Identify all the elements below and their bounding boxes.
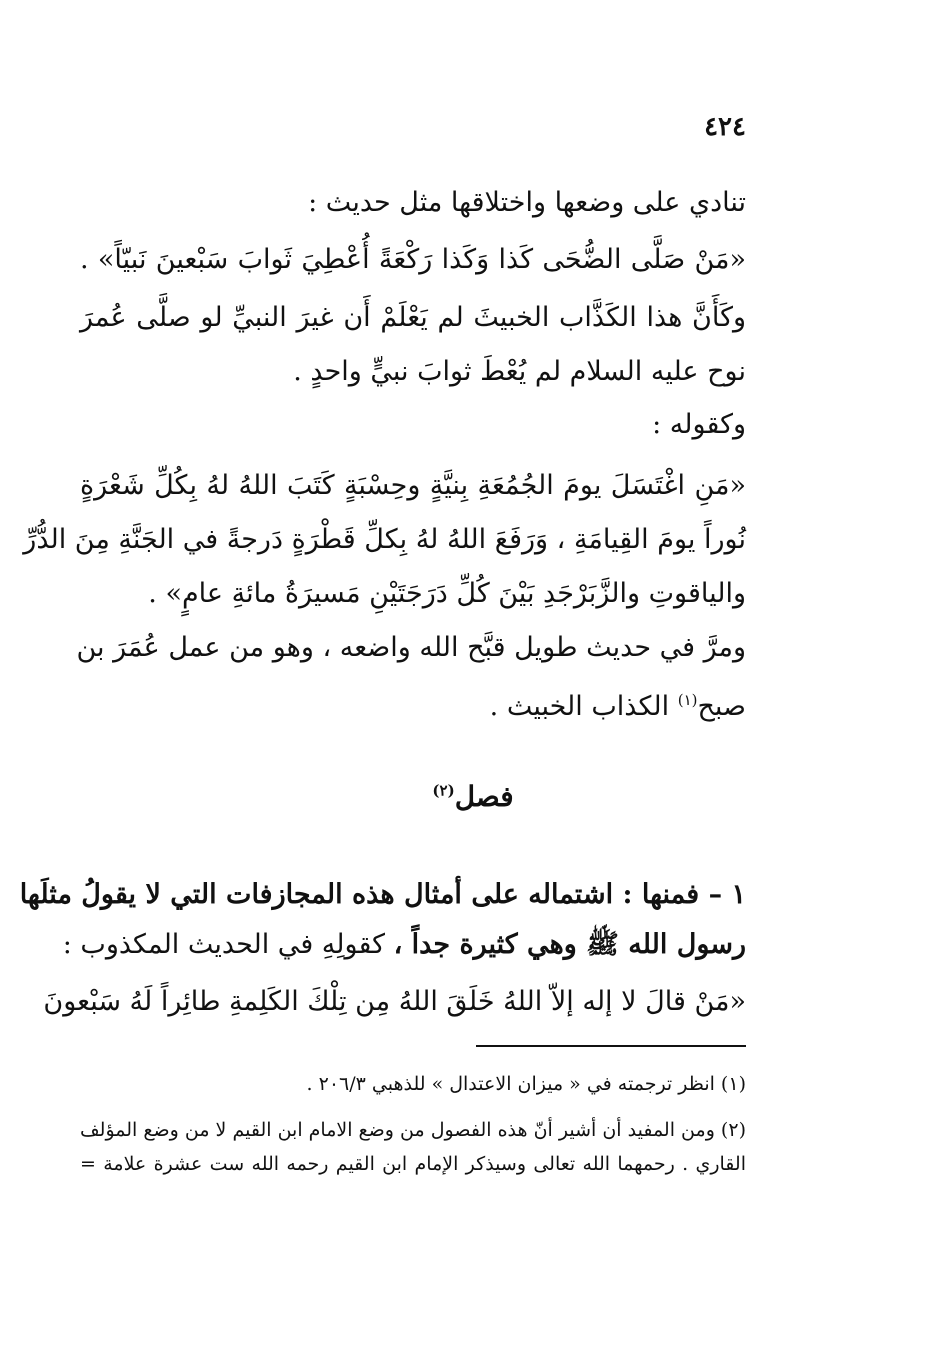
hadith-quote-line: «مَنْ صَلَّى الضُّحَى كَذا وَكَذا رَكْعَةً أُعْطِيَ ثَوابَ سَبْعينَ نَبيّاً» .: [80, 244, 746, 275]
hadith-quote-line: نُوراً يومَ القِيامَةِ ، وَرَفَعَ اللهُ لهُ بِكلِّ قَطْرَةٍ دَرجةً في الجَنَّةِ مِنَ الدُّرِّ: [23, 524, 746, 555]
section-title: فصل: [454, 780, 514, 813]
body-line: ومرَّ في حديث طويل قبَّح الله واضعه ، وهو من عمل عُمَرَ بن: [76, 632, 746, 663]
footnote-divider: [476, 1045, 746, 1047]
item-heading-line: ١ – فمنها : اشتماله على أمثال هذه المجازفات التي لا يقولُ مثلَها: [19, 879, 746, 910]
section-heading: [0, 780, 946, 813]
item-line: [63, 925, 746, 965]
hadith-quote-line: «مَنِ اغْتَسَلَ يومَ الجُمُعَةِ بِنيَّةٍ وحِسْبَةٍ كَتَبَ اللهُ لهُ بِكُلِّ شَعْرَةٍ: [80, 470, 746, 501]
page-number: ٤٢٤: [704, 112, 746, 142]
footnote-1: (١) انظر ترجمته في « ميزان الاعتدال » للذهبي ٢٠٦/٣ .: [306, 1073, 746, 1095]
body-text: الكذاب الخبيث .: [489, 691, 670, 722]
item-bold-text: رسول الله ﷺ وهي كثيرة جداً ،: [393, 929, 746, 960]
hadith-quote-line: والياقوتِ والزَّبَرْجَدِ بَيْنَ كُلِّ دَرَجَتَيْنِ مَسيرَةُ مائةِ عامٍ» .: [148, 578, 746, 609]
body-line: تنادي على وضعها واختلاقها مثل حديث :: [308, 187, 746, 218]
body-line: وكقوله :: [652, 409, 746, 440]
hadith-quote-line: «مَنْ قالَ لا إله إلاّ اللهُ خَلَقَ اللهُ مِن تِلْكَ الكَلِمةِ طائِراً لَهُ سَبْعونَ: [43, 986, 746, 1017]
footnote-reference: (٢): [432, 781, 455, 800]
footnote-2: (٢) ومن المفيد أن أشير أنّ هذه الفصول من وضع الامام ابن القيم لا من وضع المؤلف: [80, 1119, 746, 1141]
body-line-with-footnote: [490, 680, 746, 727]
footnote-2-continued: القاري . رحمهما الله تعالى وسيذكر الإمام ابن القيم رحمه الله ست عشرة علامة =: [80, 1153, 746, 1175]
item-text: كقولِهِ في الحديث المكذوب :: [62, 929, 385, 960]
body-line: نوح عليه السلام لم يُعْطَ ثوابَ نبيٍّ واحدٍ .: [293, 356, 746, 387]
footnote-reference: (١): [677, 691, 698, 709]
body-text: صبح: [697, 691, 746, 722]
body-line: وكَأَنَّ هذا الكَذَّاب الخبيثَ لم يَعْلَمْ أَن غيرَ النبيِّ لو صلَّى عُمرَ: [80, 302, 746, 333]
